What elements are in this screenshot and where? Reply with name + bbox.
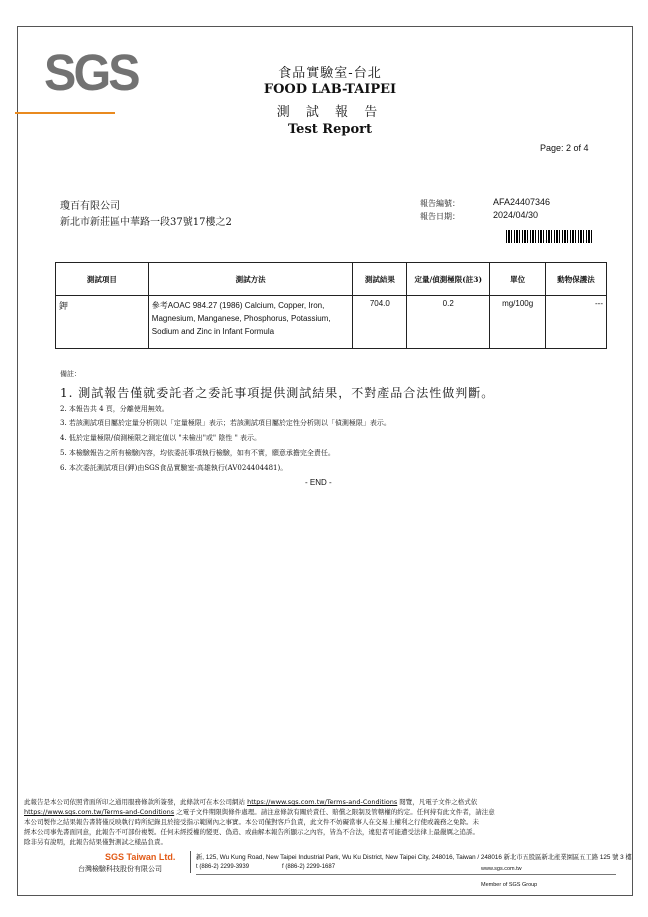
cell-limit: 0.2: [407, 296, 490, 349]
company-phone: t (886-2) 2299-3939: [196, 864, 250, 870]
col-header-item: 測試項目: [56, 263, 149, 296]
note-3: 3. 若該測試項目屬於定量分析則以「定量極限」表示；若該測試項目屬於定性分析則以「偵測極限」表示。: [60, 419, 391, 427]
table-row: [56, 296, 607, 349]
report-date-label: 報告日期：: [420, 212, 460, 221]
cell-result: 704.0: [353, 296, 407, 349]
disclaimer-line-4: 經本公司事先書面同意，此報告不可部份複製。任何未經授權的變更、偽造、或曲解本報告所顯示之內容，皆為不合法，違犯者可能遭受法律上最嚴厲之追訴。: [24, 828, 479, 836]
member-of-group: Member of SGS Group: [481, 882, 538, 888]
company-fax: f (886-2) 2299-1687: [282, 864, 336, 870]
page-number: Page: 2 of 4: [540, 143, 589, 153]
cell-animal: ---: [546, 296, 607, 349]
note-6: 6. 本次委託測試項目(鉀)由SGS食品實驗室-高雄執行(AV024404481)。: [60, 464, 288, 472]
note-5: 5. 本檢驗報告之所有檢驗內容，均依委託事項執行檢驗，如有不實，願意承擔完全責任。: [60, 449, 335, 457]
note-4: 4. 低於定量極限/偵測極限之測定值以 "未檢出"或" 陰性 " 表示。: [60, 434, 262, 442]
report-title-cn: 測 試 報 告: [276, 105, 384, 120]
disclaimer-text: 閱覽，凡電子文件之格式依: [397, 798, 478, 806]
client-address: 新北市新莊區中華路一段37號17樓之2: [60, 217, 232, 228]
footer-divider: [190, 851, 191, 873]
disclaimer-line-3: 本公司製作之結果報告書將僅反映執行時所紀錄且於接受指示範圍內之事實。本公司僅對客戶負責，此文件不妨礙當事人在交易上權利之行使或義務之免除。未: [24, 818, 479, 826]
note-1: 1. 測試報告僅就委託者之委託事項提供測試結果，不對產品合法性做判斷。: [60, 386, 495, 400]
company-name-en: SGS Taiwan Ltd.: [105, 852, 176, 862]
report-title-en: Test Report: [288, 122, 372, 137]
disclaimer-line-2: [24, 808, 624, 817]
lab-name-en: FOOD LAB-TAIPEI: [263, 82, 397, 97]
logo-underline: [15, 112, 115, 114]
cell-method: 參考AOAC 984.27 (1986) Calcium, Copper, Iron, Magnesium, Manganese, Phosphorus, Potassium, Sodium and Zinc in Infant Formula: [148, 296, 353, 349]
disclaimer-text: 此報告是本公司依照背面所印之通用服務條款所簽發，此條款可在本公司網站: [24, 798, 248, 806]
barcode: [506, 230, 594, 243]
results-table: [55, 262, 607, 349]
notes-title: 備註：: [60, 370, 81, 378]
disclaimer-line-1: [24, 798, 624, 807]
company-name-cn: 台灣檢驗科技股份有限公司: [78, 865, 162, 873]
note-2: 2. 本報告共 4 頁，分離使用無效。: [60, 405, 169, 413]
disclaimer-text: 之電子文件期限與條件處理。請注意條款有關於責任、賠償之限制及管轄權的約定。任何持有此文件者，請注意: [174, 808, 495, 816]
col-header-result: 測試結果: [353, 263, 407, 296]
disclaimer-line-5: 除非另有說明，此報告結果僅對測試之樣品負責。: [24, 838, 167, 846]
company-address: 新, 125, Wu Kung Road, New Taipei Industrial Park, Wu Ku District, New Taipei City, 248016, Taiwan / 248016 新北市五股區新北產業園區五工路 125 號 3 樓: [196, 854, 632, 861]
footer-rule: [196, 874, 616, 875]
table-header-row: [56, 263, 607, 296]
report-page: [17, 26, 633, 896]
lab-name-cn: 食品實驗室-台北: [278, 66, 382, 81]
sgs-logo: SGS: [44, 44, 138, 101]
report-number: AFA24407346: [493, 197, 551, 207]
col-header-method: 測試方法: [148, 263, 353, 296]
terms-link-2[interactable]: https://www.sgs.com.tw/Terms-and-Conditions: [24, 808, 175, 816]
report-date: 2024/04/30: [493, 210, 539, 220]
col-header-animal: 動物保護法: [546, 263, 607, 296]
col-header-limit: 定量/偵測極限(註3): [407, 263, 490, 296]
end-marker: - END -: [305, 478, 332, 487]
cell-item: 鉀: [56, 296, 149, 349]
report-number-label: 報告編號：: [420, 199, 460, 208]
company-website[interactable]: www.sgs.com.tw: [481, 866, 522, 872]
cell-unit: mg/100g: [490, 296, 546, 349]
terms-link-1[interactable]: https://www.sgs.com.tw/Terms-and-Conditions: [247, 798, 398, 806]
client-company: 瓊百有限公司: [60, 201, 120, 212]
col-header-unit: 單位: [490, 263, 546, 296]
